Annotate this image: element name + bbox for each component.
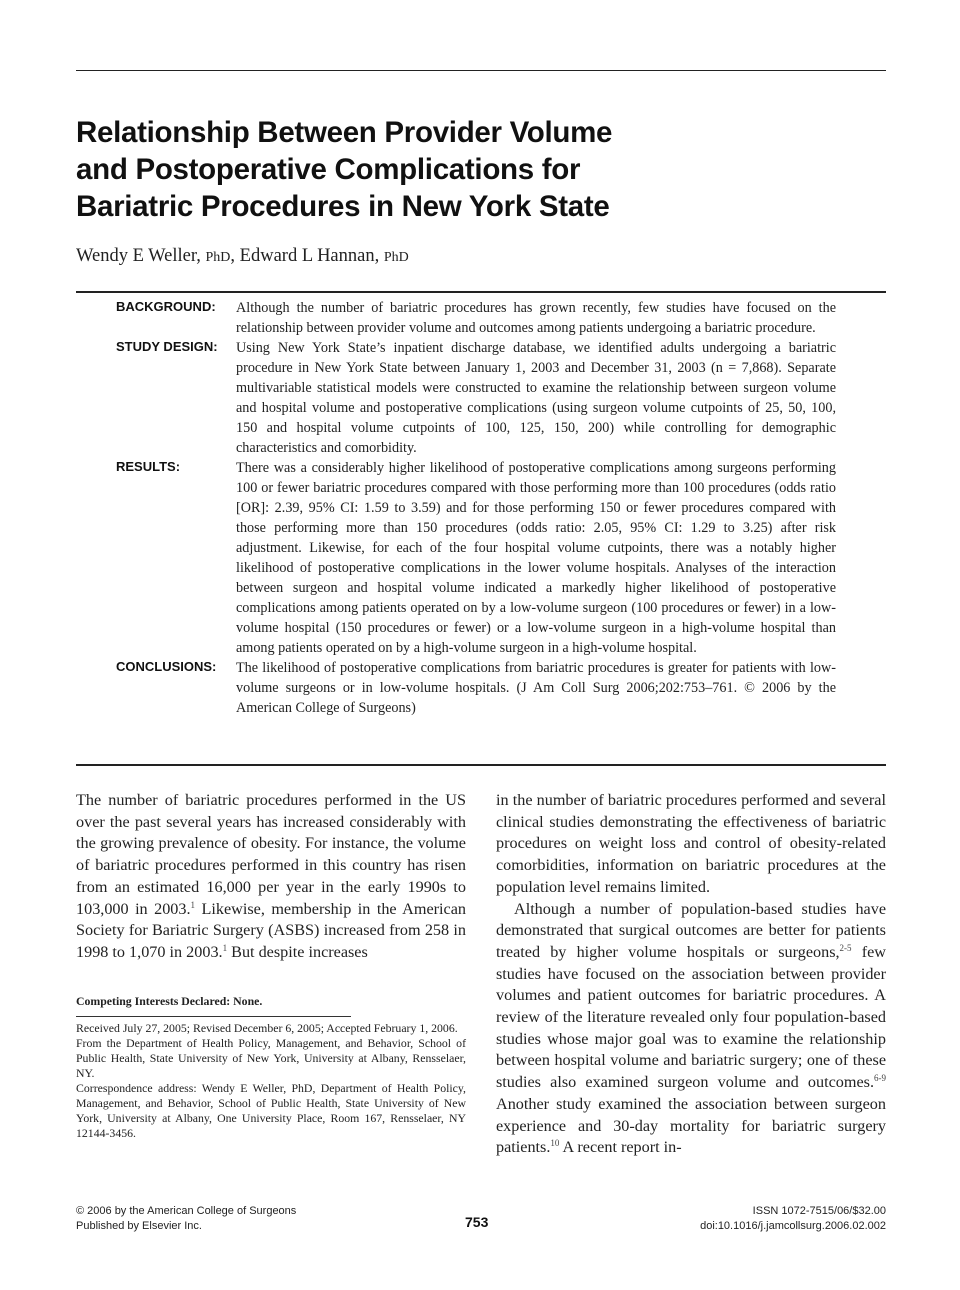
- abstract-conclusions: [76, 658, 886, 718]
- article-notes: [76, 1021, 466, 1141]
- affiliation: From the Department of Health Policy, Management, and Behavior, School of Public Health, State University of New York, University at Albany, Rensselaer, NY.: [76, 1036, 466, 1080]
- body-text: Likewise, membership in the American Society for Bariatric Surgery (ASBS) increased from 258 in 1998 to 1,070 in 2003.: [76, 899, 466, 961]
- footer-left: [76, 1204, 296, 1234]
- article-title: [76, 114, 776, 225]
- body-paragraph: [496, 899, 886, 1159]
- doi: doi:10.1016/j.jamcollsurg.2006.02.002: [700, 1220, 886, 1232]
- footnote-rule: [76, 1016, 351, 1017]
- body-text: But despite increases: [227, 942, 368, 961]
- reference-link[interactable]: 2-5: [839, 942, 852, 953]
- title-line-3: Bariatric Procedures in New York State: [76, 190, 610, 223]
- body-paragraph: [76, 790, 466, 964]
- copyright: © 2006 by the American College of Surgeons: [76, 1205, 297, 1217]
- study-design-text: Using New York State’s inpatient discharge database, we identified adults undergoing a bariatric procedure in New York State between January 1, 2003 and December 31, 2003 (n = 7,868). Separate multivariable statistical models were constructed to examine the relationship between surgeon volume and hospital volume and postoperative complications (using surgeon volume cutpoints of 25, 50, 100, 150 and hospital volume cutpoints of 100, 125, 150, 200) while controlling for demographic characteristics and comorbidity.: [236, 340, 836, 456]
- author-2-name: Edward L Hannan,: [239, 246, 380, 266]
- abstract-background: [76, 298, 886, 338]
- results-text: There was a considerably higher likelihood of postoperative complications among surgeons performing 100 or fewer bariatric procedures compared with those performing more than 100 procedures (odds ratio [OR]: 2.39, 95% CI: 1.59 to 3.59) and for those performing 150 or fewer procedures compared with those performing more than 150 procedures (odds ratio: 2.05, 95% CI: 1.29 to 3.25) after risk adjustment. Likewise, for each of the four hospital volume cutpoints, there was a notably higher likelihood of postoperative complications in the lower volume hospitals. Analyses of the interaction between surgeon and hospital volume indicated a markedly higher likelihood of postoperative complications among patients operated on by a low-volume surgeon (100 procedures or fewer) in a low-volume hospital (150 procedures or fewer) or a low-volume surgeon in a high-volume hospital than among patients operated on by a high-volume surgeon in a high-volume hospital.: [236, 460, 836, 656]
- body-text: Another study examined the association between surgeon experience and 30-day mortality for bariatric surgery patients.: [496, 1094, 886, 1157]
- results-label: RESULTS:: [116, 459, 181, 474]
- body-text: The number of bariatric procedures performed in the US over the past several years has increased considerably with the growing prevalence of obesity. For instance, the volume of bariatric procedures performed in this country has risen from an estimated 16,000 per year in the early 1990s to 103,000 in 2003.: [76, 791, 466, 918]
- footer-right: [700, 1204, 886, 1234]
- conclusions-label: CONCLUSIONS:: [116, 659, 217, 674]
- body-right-column: [496, 790, 886, 1159]
- abstract: [76, 298, 886, 718]
- abstract-study-design: [76, 338, 886, 458]
- top-rule: [76, 70, 886, 71]
- author-list: Wendy E Weller, PhD, Edward L Hannan, PhD: [76, 246, 409, 266]
- publisher: Published by Elsevier Inc.: [76, 1220, 202, 1232]
- reference-link[interactable]: 10: [550, 1138, 560, 1149]
- body-left-column: [76, 790, 466, 964]
- reference-link[interactable]: 1: [222, 942, 228, 953]
- body-text: few studies have focused on the association between provider volumes and patient outcomes for bariatric procedures. A review of the literature revealed only four population-based studies whose major goal was to examine the relationship between hospital volume and bariatric surgery; one of these studies also examined surgeon volume and outcomes.: [496, 942, 886, 1092]
- title-line-1: Relationship Between Provider Volume: [76, 116, 613, 149]
- reference-link[interactable]: 1: [190, 899, 196, 910]
- received-dates: Received July 27, 2005; Revised December 6, 2005; Accepted February 1, 2006.: [76, 1021, 458, 1035]
- body-text: A recent report in-: [559, 1138, 682, 1157]
- title-line-2: and Postoperative Complications for: [76, 153, 581, 186]
- issn: ISSN 1072-7515/06/$32.00: [752, 1205, 886, 1217]
- author-1-degree: PhD: [205, 250, 231, 265]
- reference-link[interactable]: 6-9: [874, 1073, 886, 1084]
- author-2-degree: PhD: [383, 250, 409, 265]
- conclusions-text: The likelihood of postoperative complications from bariatric procedures is greater for patients with low-volume surgeons or in low-volume hospitals. (J Am Coll Surg 2006;202:753–761. © 2006 by the American College of Surgeons): [236, 660, 836, 716]
- body-text: Although a number of population-based studies have demonstrated that surgical outcomes are better for patients treated by higher volume hospitals or surgeons,: [496, 899, 886, 961]
- competing-interests: Competing Interests Declared: None.: [76, 994, 263, 1008]
- abstract-top-rule: [76, 291, 886, 293]
- background-text: Although the number of bariatric procedures has grown recently, few studies have focused on the relationship between provider volume and outcomes among patients undergoing a bariatric procedure.: [236, 300, 836, 336]
- abstract-bottom-rule: [76, 764, 886, 766]
- page-number: 753: [465, 1214, 489, 1230]
- author-1-name: Wendy E Weller,: [76, 246, 201, 266]
- study-design-label: STUDY DESIGN:: [116, 339, 218, 354]
- body-paragraph: in the number of bariatric procedures performed and several clinical studies demonstrating the effectiveness of bariatric procedures on weight loss and control of obesity-related comorbidities, information on bariatric procedures at the population level remains limited.: [496, 791, 886, 896]
- background-label: BACKGROUND:: [116, 299, 216, 314]
- correspondence-address: Correspondence address: Wendy E Weller, PhD, Department of Health Policy, Management, and Behavior, School of Public Health, State University of New York, University at Albany, One University Place, Room 167, Rensselaer, NY 12144-3456.: [76, 1081, 466, 1140]
- abstract-results: [76, 458, 886, 658]
